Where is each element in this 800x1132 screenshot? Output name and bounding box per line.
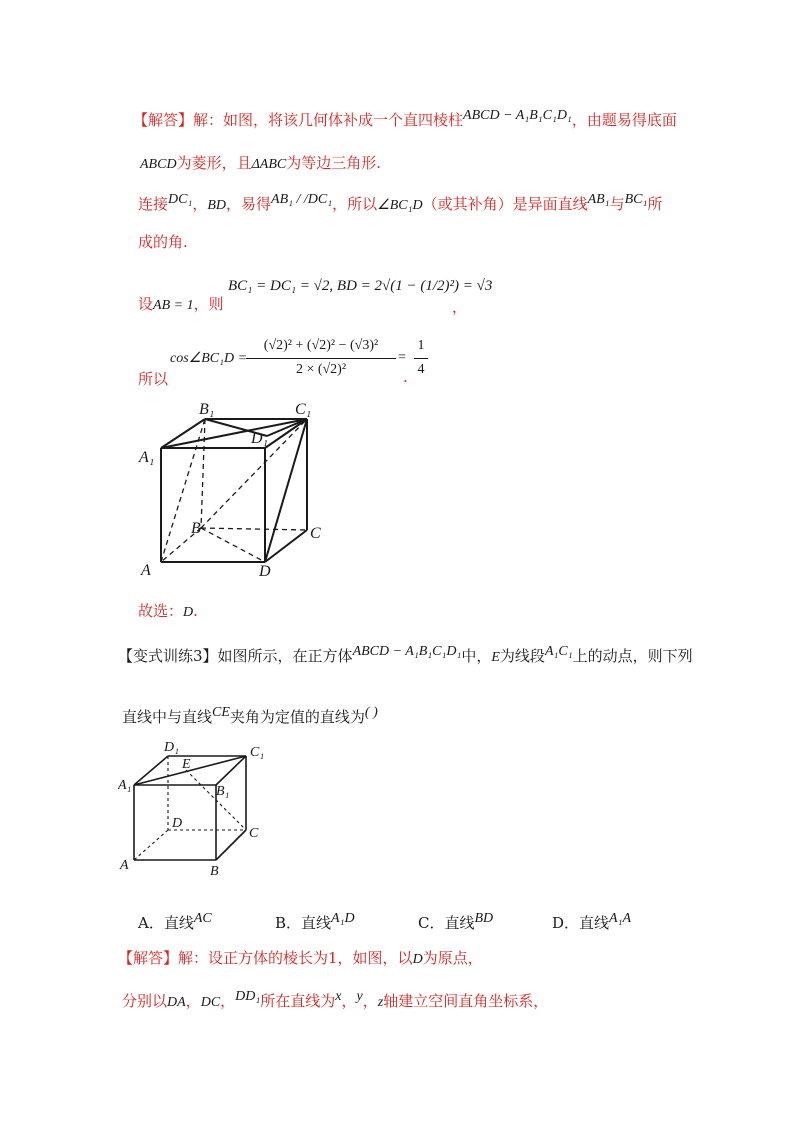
solution-line-3 (138, 193, 662, 217)
solution-tag: 【解答】 (118, 949, 179, 967)
period (403, 366, 408, 388)
text: 成的角. (138, 233, 188, 251)
text: . (193, 602, 198, 620)
solution-tag: 【解答】 (133, 111, 194, 129)
text: 为原点， (422, 949, 483, 967)
math: E (491, 650, 500, 665)
math: DC (200, 995, 221, 1010)
label-A1: A₁ (118, 778, 132, 793)
label-C: C (249, 826, 259, 841)
math: DC₁ (168, 192, 193, 207)
text: 为等边三角形. (286, 154, 382, 172)
math-prism: ABCD − A₁B₁C₁D₁ (463, 108, 572, 123)
text: ， (185, 992, 201, 1010)
text: 解：如图，将该几何体补成一个直四棱柱 (193, 111, 464, 129)
math: x (335, 989, 342, 1004)
solution-line-6 (138, 368, 168, 390)
cos-label: cos∠BC₁D = (170, 351, 248, 366)
label-A: A (120, 858, 129, 873)
option-math: A₁D (331, 911, 355, 926)
text: ，则 (193, 295, 224, 313)
solution-line-4 (138, 231, 188, 253)
option-math: AC (193, 911, 212, 926)
label-E: E (182, 757, 191, 772)
label-D: D (259, 563, 271, 580)
text: 所以 (138, 370, 169, 388)
label-B1: B₁ (199, 401, 215, 418)
math: DD₁ (235, 989, 261, 1004)
solution-line-1 (133, 109, 677, 133)
equals: = (398, 350, 406, 365)
text: 分别以 (122, 992, 168, 1010)
text: 直线中与直线 (122, 708, 213, 726)
text: ，易得 (226, 195, 272, 213)
label-D1: D₁ (164, 740, 179, 755)
variant-tag: 【变式训练3】 (118, 647, 218, 665)
text: 解：设正方体的棱长为1，如图，以 (178, 949, 413, 967)
cube-figure (118, 738, 278, 883)
math: ABCD − A₁B₁C₁D₁ (352, 644, 462, 659)
text: 上的动点，则下列 (572, 647, 693, 665)
label-D1: D₁ (251, 430, 269, 447)
fraction-numerator: (√2)² + (√2)² − (√3)² (263, 338, 379, 353)
text: ，所以 (332, 195, 378, 213)
question-line-2 (122, 706, 378, 730)
option-label: C．直线 (418, 914, 475, 932)
math: AB₁ (587, 192, 610, 207)
option-d[interactable] (552, 912, 631, 933)
math: A₁C₁ (544, 644, 573, 659)
math: AB = 1 (153, 298, 194, 313)
answer-paren: ( ) (364, 705, 378, 720)
fraction-denominator: 2 × (√2)² (295, 362, 347, 377)
text: （或其补角）是异面直线 (422, 195, 588, 213)
math-base: ABCD (140, 157, 177, 172)
label-C1: C₁ (250, 745, 265, 760)
comma (452, 296, 467, 318)
label-B: B (191, 520, 201, 537)
label-D: D (172, 816, 183, 831)
text: 故选： (138, 602, 184, 620)
text: . (403, 368, 408, 386)
text: 所 (647, 195, 663, 213)
text: 设 (138, 295, 154, 313)
text: 夹角为定值的直线为 (229, 708, 365, 726)
label-C: C (310, 525, 321, 542)
option-label: D．直线 (552, 914, 610, 932)
label-A: A (141, 562, 151, 579)
solution-line-5 (138, 293, 224, 317)
option-math: BD (474, 911, 494, 926)
fraction-bar (246, 358, 396, 359)
math: AB₁ / /DC₁ (271, 192, 333, 207)
frac-bar (414, 358, 428, 359)
text: ， (341, 992, 357, 1010)
text: ， (220, 992, 236, 1010)
prism-figure (135, 395, 335, 585)
solution2-line-1 (118, 947, 483, 971)
label-B: B (210, 864, 219, 879)
math: z (377, 995, 384, 1010)
math: D (412, 952, 423, 967)
label-A1: A₁ (139, 449, 155, 466)
label-B1: B₁ (216, 784, 230, 799)
option-a[interactable] (138, 912, 212, 933)
text: 为线段 (499, 647, 545, 665)
text: ， (362, 992, 378, 1010)
math: D (183, 605, 194, 620)
math: y (356, 989, 363, 1004)
question-line-1 (118, 645, 693, 669)
text: 轴建立空间直角坐标系， (383, 992, 549, 1010)
text: 中， (461, 647, 492, 665)
answer-line (138, 600, 198, 624)
equation-text: BC₁ = DC₁ = √2, BD = 2√(1 − (1/2)²) = √3 (228, 278, 493, 294)
text: 为菱形，且 (176, 154, 252, 172)
frac-num: 1 (417, 338, 425, 353)
equation-lengths (228, 278, 492, 295)
text: 如图所示，在正方体 (217, 647, 353, 665)
text: ， (452, 298, 468, 316)
option-label: A．直线 (138, 914, 194, 932)
text: ， (192, 195, 208, 213)
option-c[interactable] (418, 912, 493, 933)
math: DA (167, 995, 186, 1010)
text: 连接 (138, 195, 169, 213)
option-b[interactable] (275, 912, 355, 933)
frac-den: 4 (417, 362, 425, 377)
solution2-line-2 (122, 990, 548, 1014)
math: CE (212, 705, 230, 720)
label-C1: C₁ (295, 401, 312, 418)
option-label: B．直线 (275, 914, 332, 932)
option-math: A₁A (609, 911, 632, 926)
text: ，由题易得底面 (571, 111, 677, 129)
math: BC₁ (624, 192, 648, 207)
solution-line-2 (140, 152, 381, 176)
text: 与 (609, 195, 625, 213)
text: 所在直线为 (260, 992, 336, 1010)
math-triangle: ΔABC (251, 157, 287, 172)
math: ∠BC₁D (377, 198, 423, 213)
math: BD (207, 198, 227, 213)
